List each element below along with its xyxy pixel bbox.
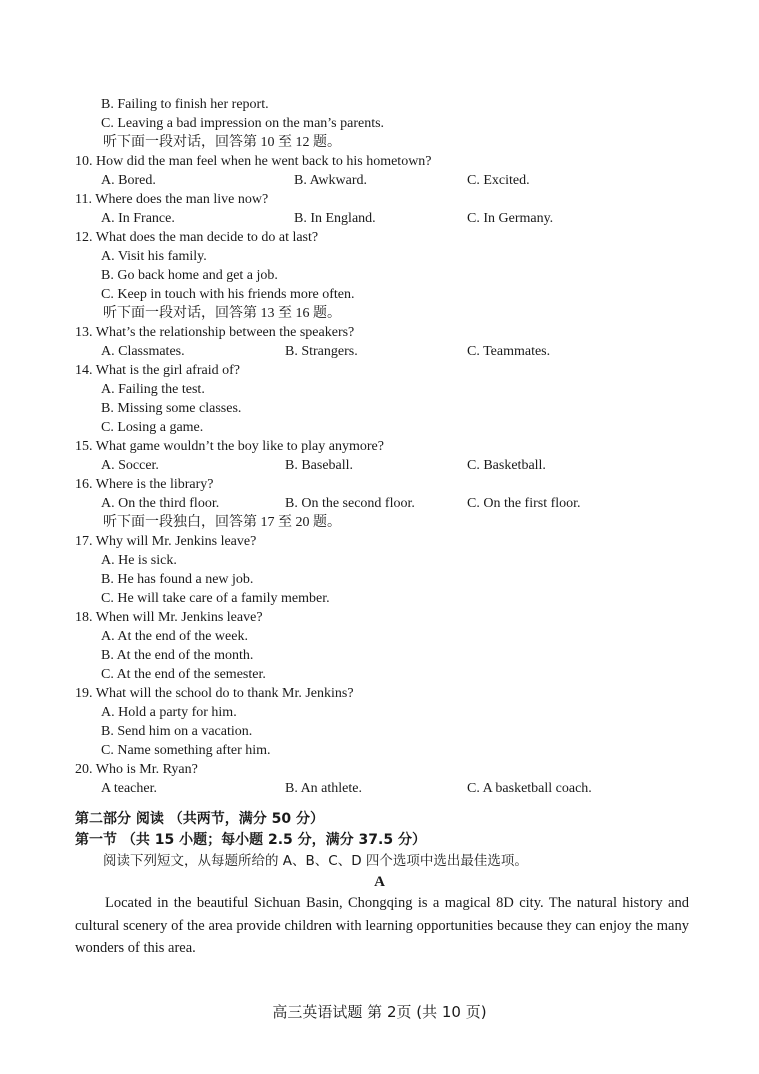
- option-14-b: B. Missing some classes.: [101, 401, 242, 416]
- option-18-c: C. At the end of the semester.: [101, 667, 266, 682]
- option-20-c: C. A basketball coach.: [467, 781, 592, 796]
- question-13: 13. What’s the relationship between the speakers?: [75, 325, 355, 340]
- question-20: 20. Who is Mr. Ryan?: [75, 762, 198, 777]
- instruction-17-20: 听下面一段独白，回答第 17 至 20 题。: [103, 515, 341, 530]
- option-carryover-b: B. Failing to finish her report.: [101, 97, 269, 112]
- part2-heading: 第二部分 阅读 （共两节，满分 50 分）: [75, 811, 324, 827]
- option-15-c: C. Basketball.: [467, 458, 546, 473]
- question-16: 16. Where is the library?: [75, 477, 214, 492]
- question-17: 17. Why will Mr. Jenkins leave?: [75, 534, 257, 549]
- page-footer: 高三英语试题 第 2页 (共 10 页): [272, 1003, 487, 1021]
- instruction-10-12: 听下面一段对话，回答第 10 至 12 题。: [103, 135, 341, 150]
- option-carryover-c: C. Leaving a bad impression on the man’s parents.: [101, 116, 385, 131]
- option-20-b: B. An athlete.: [285, 781, 362, 796]
- passage-label: A: [374, 874, 385, 890]
- option-14-c: C. Losing a game.: [101, 420, 204, 435]
- question-12: 12. What does the man decide to do at last?: [75, 230, 319, 245]
- option-20-a: A teacher.: [101, 781, 157, 796]
- option-19-b: B. Send him on a vacation.: [101, 724, 253, 739]
- option-13-b: B. Strangers.: [285, 344, 358, 359]
- option-15-b: B. Baseball.: [285, 458, 354, 473]
- section1-heading: 第一节 （共 15 小题；每小题 2.5 分，满分 37.5 分）: [75, 832, 426, 848]
- question-19: 19. What will the school do to thank Mr. Jenkins?: [75, 686, 354, 701]
- option-17-b: B. He has found a new job.: [101, 572, 254, 587]
- option-13-c: C. Teammates.: [467, 344, 551, 359]
- question-11: 11. Where does the man live now?: [75, 192, 269, 207]
- option-17-a: A. He is sick.: [101, 553, 177, 568]
- question-14: 14. What is the girl afraid of?: [75, 363, 240, 378]
- reading-instruction: 阅读下列短文，从每题所给的 A、B、C、D 四个选项中选出最佳选项。: [103, 853, 528, 869]
- option-11-c: C. In Germany.: [467, 211, 554, 226]
- option-10-c: C. Excited.: [467, 173, 530, 188]
- question-10: 10. How did the man feel when he went back to his hometown?: [75, 154, 432, 169]
- option-10-a: A. Bored.: [101, 173, 156, 188]
- option-19-a: A. Hold a party for him.: [101, 705, 237, 720]
- option-16-a: A. On the third floor.: [101, 496, 220, 511]
- question-15: 15. What game wouldn’t the boy like to play anymore?: [75, 439, 384, 454]
- option-16-b: B. On the second floor.: [285, 496, 415, 511]
- option-17-c: C. He will take care of a family member.: [101, 591, 330, 606]
- option-13-a: A. Classmates.: [101, 344, 185, 359]
- option-14-a: A. Failing the test.: [101, 382, 205, 397]
- option-18-a: A. At the end of the week.: [101, 629, 248, 644]
- option-12-b: B. Go back home and get a job.: [101, 268, 278, 283]
- option-12-a: A. Visit his family.: [101, 249, 207, 264]
- question-18: 18. When will Mr. Jenkins leave?: [75, 610, 263, 625]
- option-10-b: B. Awkward.: [294, 173, 367, 188]
- passage-a: [75, 892, 689, 960]
- option-11-a: A. In France.: [101, 211, 175, 226]
- option-11-b: B. In England.: [294, 211, 376, 226]
- instruction-13-16: 听下面一段对话，回答第 13 至 16 题。: [103, 306, 341, 321]
- option-12-c: C. Keep in touch with his friends more often.: [101, 287, 355, 302]
- option-15-a: A. Soccer.: [101, 458, 159, 473]
- passage-a-text: Located in the beautiful Sichuan Basin, Chongqing is a magical 8D city. The natural history and cultural scenery of the area provide children with learning opportunities because they can enjoy the many wonders of this area.: [75, 895, 689, 956]
- option-19-c: C. Name something after him.: [101, 743, 271, 758]
- option-16-c: C. On the first floor.: [467, 496, 581, 511]
- option-18-b: B. At the end of the month.: [101, 648, 254, 663]
